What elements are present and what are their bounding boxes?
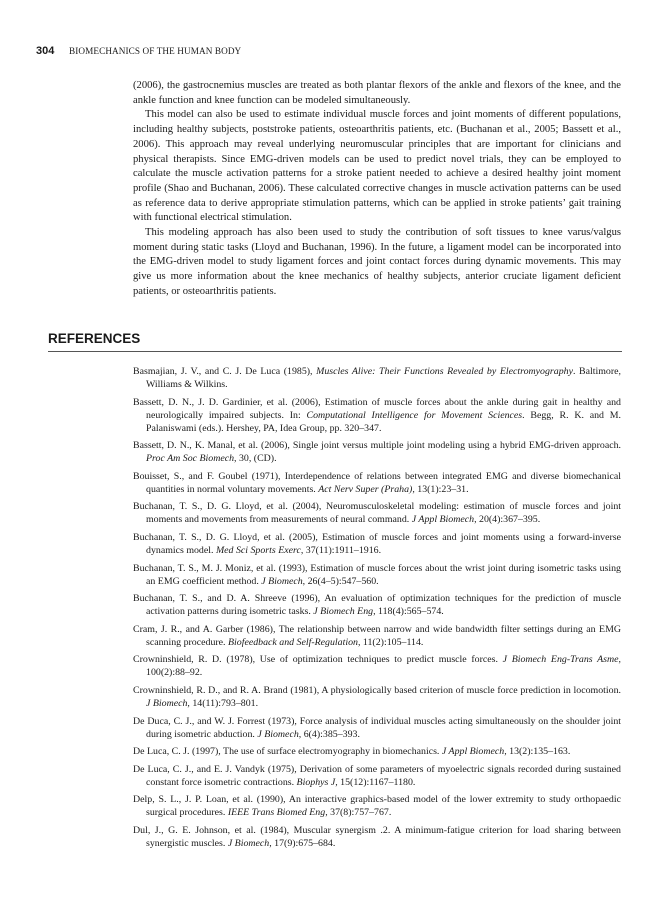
reference-item: Bassett, D. N., K. Manal, et al. (2006), Single joint versus multiple joint modeling using a hybrid EMG-driven approach. Proc Am Soc Biomech, 30, (CD). bbox=[133, 440, 621, 465]
reference-item: Basmajian, J. V., and C. J. De Luca (1985), Muscles Alive: Their Functions Revealed by Electromyography. Baltimore, Williams & Wilkins. bbox=[133, 366, 621, 390]
reference-item: De Duca, C. J., and W. J. Forrest (1973), Force analysis of individual muscles acting simultaneously on the shoulder joint during isometric abduction. J Biomech, 6(4):385–393. bbox=[133, 715, 621, 740]
reference-item: De Luca, C. J. (1997), The use of surface electromyography in biomechanics. J Appl Biomech, 13(2):135–163. bbox=[133, 746, 571, 758]
page-number: 304 bbox=[36, 45, 55, 57]
reference-item: Buchanan, T. S., D. G. Lloyd, et al. (2005), Estimation of muscle forces and joint moments using a forward-inverse dynamics model. Med Sci Sports Exerc, 37(11):1911–1916. bbox=[133, 531, 621, 556]
reference-item: Crowninshield, R. D., and R. A. Brand (1981), A physiologically based criterion of muscle force prediction in locomotion. J Biomech, 14(11):793–801. bbox=[133, 684, 621, 709]
reference-item: Cram, J. R., and A. Garber (1986), The relationship between narrow and wide bandwidth filter settings during an EMG scanning procedure. Biofeedback and Self-Regulation, 11(2):105–114. bbox=[133, 623, 621, 648]
reference-item: Buchanan, T. S., D. G. Lloyd, et al. (2004), Neuromusculoskeletal modeling: estimation of muscle forces and joint moments and movements from measurements of neural command. J Appl Biomech, 20(4):367–395. bbox=[133, 501, 621, 526]
body-text bbox=[133, 79, 621, 300]
reference-item: Bouisset, S., and F. Goubel (1971), Interdependence of relations between integrated EMG and diverse biomechanical quantities in normal voluntary movements. Act Nerv Super (Praha), 13(1):23–31. bbox=[133, 470, 621, 495]
paragraph: (2006), the gastrocnemius muscles are treated as both plantar flexors of the ankle and flexors of the knee, and the ankle function and knee function can be modeled simultaneously. bbox=[133, 80, 621, 106]
reference-item: De Luca, C. J., and E. J. Vandyk (1975), Derivation of some parameters of myoelectric signals recorded during sustained constant force isometric contractions. Biophys J, 15(12):1167–1180. bbox=[133, 763, 621, 788]
reference-item: Buchanan, T. S., and D. A. Shreeve (1996), An evaluation of optimization techniques for the prediction of muscle activation patterns during isometric tasks. J Biomech Eng, 118(4):565–574. bbox=[133, 593, 621, 618]
reference-item: Buchanan, T. S., M. J. Moniz, et al. (1993), Estimation of muscle forces about the wrist joint during isometric tasks using an EMG coefficient method. J Biomech, 26(4–5):547–560. bbox=[133, 562, 621, 587]
reference-item: Delp, S. L., J. P. Loan, et al. (1990), An interactive graphics-based model of the lower extremity to study orthopaedic surgical procedures. IEEE Trans Biomed Eng, 37(8):757–767. bbox=[133, 794, 621, 819]
reference-item: Crowninshield, R. D. (1978), Use of optimization techniques to predict muscle forces. J Biomech Eng-Trans Asme, 100(2):88–92. bbox=[133, 654, 621, 679]
paragraph: This modeling approach has also been used to study the contribution of soft tissues to knee varus/valgus moment during static tasks (Lloyd and Buchanan, 1996). In the future, a ligament model can be incorporated into the EMG-driven model to study ligament forces and joint contact forces during dynamic movements. This may give us more information about the knee mechanics of healthy subjects, anterior cruciate ligament deficient patients, or osteoarthritis patients. bbox=[133, 227, 621, 297]
running-title: BIOMECHANICS OF THE HUMAN BODY bbox=[68, 46, 242, 56]
reference-list bbox=[133, 365, 621, 855]
reference-item: Dul, J., G. E. Johnson, et al. (1984), Muscular synergism .2. A minimum-fatigue criterion for load sharing between synergistic muscles. J Biomech, 17(9):675–684. bbox=[133, 824, 621, 849]
paragraph: This model can also be used to estimate individual muscle forces and joint moments of different populations, including healthy subjects, poststroke patients, osteoarthritis patients, etc. (Buchanan et al., 2005; Bassett et al., 2006). This approach may reveal underlying neuromuscular principles that are important for clinicians and physical therapists. Since EMG-driven models can be used to predict novel trials, they can be employed to calculate the muscle activation patterns for a stroke patient needed to achieve a desired healthy joint moment profile (Shao and Buchanan, 2006). These calculated corrective changes in muscle activation patterns can be used as reference data to derive appropriate stimulation patterns, which can be applied in stroke patients’ gait training with functional electrical stimulation. bbox=[133, 109, 621, 224]
references-heading: REFERENCES bbox=[48, 330, 622, 352]
reference-item: Bassett, D. N., J. D. Gardinier, et al. (2006), Estimation of muscle forces about the ankle during gait in healthy and neurologically impaired subjects. In: Computational Intelligence for Movement Sciences. Begg, R. K. and M. Palaniswami (eds.). Hershey, PA, Idea Group, pp. 320–347. bbox=[133, 396, 621, 434]
running-header bbox=[36, 44, 626, 59]
